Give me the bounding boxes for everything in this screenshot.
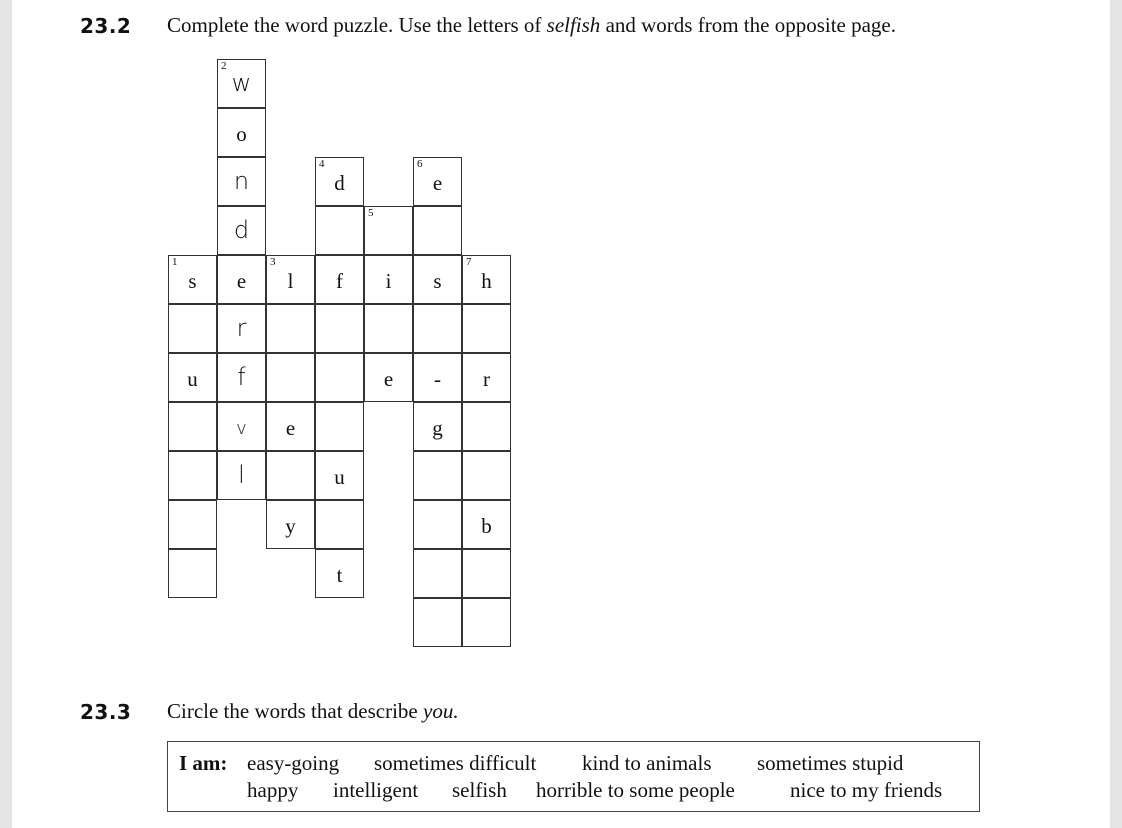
crossword-cell[interactable] (168, 500, 217, 549)
word-option[interactable]: nice to my friends (790, 778, 943, 802)
handwritten-letter: d (233, 216, 250, 244)
exercise-instruction-23-3 (167, 699, 459, 724)
printed-letter: f (336, 269, 343, 293)
crossword-cell[interactable] (462, 304, 511, 353)
crossword-cell[interactable] (266, 255, 315, 304)
clue-number: 2 (221, 60, 227, 72)
crossword-cell[interactable] (168, 304, 217, 353)
printed-letter: e (285, 416, 296, 440)
crossword-cell[interactable] (168, 353, 217, 402)
printed-letter: g (432, 416, 443, 440)
crossword-cell[interactable] (462, 549, 511, 598)
printed-letter: i (385, 269, 392, 293)
crossword-cell[interactable] (266, 402, 315, 451)
clue-number: 5 (368, 207, 374, 219)
crossword-cell[interactable] (364, 206, 413, 255)
printed-letter: u (187, 367, 198, 391)
crossword-cell[interactable] (462, 598, 511, 647)
crossword-cell[interactable] (364, 353, 413, 402)
word-option[interactable]: horrible to some people (536, 778, 735, 802)
crossword-cell[interactable] (413, 500, 462, 549)
crossword-cell[interactable] (217, 304, 266, 353)
printed-letter: e (432, 171, 443, 195)
crossword-cell[interactable] (315, 206, 364, 255)
instruction-text-before: Complete the word puzzle. Use the letters of (167, 13, 547, 37)
crossword-cell[interactable] (168, 255, 217, 304)
printed-letter: y (285, 514, 296, 538)
word-option[interactable]: sometimes stupid (757, 751, 904, 775)
printed-letter: b (481, 514, 492, 538)
printed-letter: t (336, 563, 343, 587)
handwritten-letter: l (238, 461, 245, 489)
crossword-cell[interactable] (462, 402, 511, 451)
word-option[interactable]: intelligent (333, 778, 419, 802)
word-option[interactable]: kind to animals (582, 751, 712, 775)
crossword-cell[interactable] (217, 451, 266, 500)
crossword-cell[interactable] (462, 353, 511, 402)
instruction-italic-word: selfish (546, 13, 601, 37)
crossword-cell[interactable] (217, 206, 266, 255)
crossword-cell[interactable] (315, 500, 364, 549)
crossword-cell[interactable] (315, 255, 364, 304)
crossword-cell[interactable] (217, 157, 266, 206)
printed-letter: o (236, 122, 247, 146)
crossword-cell[interactable] (315, 304, 364, 353)
printed-letter: h (481, 269, 492, 293)
crossword-cell[interactable] (413, 304, 462, 353)
word-option[interactable]: selfish (452, 778, 507, 802)
printed-letter: l (287, 269, 294, 293)
word-option[interactable]: sometimes difficult (374, 751, 537, 775)
instruction-text-after: and words from the opposite page. (600, 13, 896, 37)
crossword-cell[interactable] (462, 451, 511, 500)
handwritten-letter: r (236, 314, 247, 342)
handwritten-letter: w (231, 69, 252, 97)
crossword-cell[interactable] (413, 549, 462, 598)
word-option[interactable]: easy-going (247, 751, 340, 775)
crossword-cell[interactable] (462, 500, 511, 549)
crossword-cell[interactable] (413, 206, 462, 255)
crossword-cell[interactable] (315, 549, 364, 598)
crossword-cell[interactable] (168, 451, 217, 500)
crossword-cell[interactable] (413, 451, 462, 500)
crossword-cell[interactable] (266, 500, 315, 549)
instruction-italic-you: you. (423, 699, 459, 723)
crossword-cell[interactable] (413, 255, 462, 304)
word-box-label: I am: (179, 751, 228, 775)
crossword-cell[interactable] (168, 402, 217, 451)
crossword-cell[interactable] (315, 353, 364, 402)
printed-letter: d (334, 171, 345, 195)
crossword-cell[interactable] (168, 549, 217, 598)
printed-letter: e (236, 269, 247, 293)
crossword-cell[interactable] (266, 353, 315, 402)
word-box (167, 741, 980, 812)
crossword-cell[interactable] (217, 108, 266, 157)
crossword-cell[interactable] (364, 304, 413, 353)
crossword-cell[interactable] (315, 402, 364, 451)
printed-letter: r (483, 367, 490, 391)
crossword-cell[interactable] (462, 255, 511, 304)
crossword-cell[interactable] (413, 598, 462, 647)
crossword-cell[interactable] (217, 255, 266, 304)
handwritten-letter: n (233, 167, 250, 195)
printed-letter: s (188, 269, 197, 293)
clue-number: 4 (319, 158, 325, 170)
clue-number: 3 (270, 256, 276, 268)
handwritten-letter: v (236, 418, 247, 439)
crossword-cell[interactable] (217, 353, 266, 402)
clue-number: 7 (466, 256, 472, 268)
printed-letter: s (433, 269, 442, 293)
exercise-number-23-2: 23.2 (80, 14, 132, 38)
clue-number: 1 (172, 256, 178, 268)
handwritten-letter: f (237, 363, 246, 391)
crossword-cell[interactable] (266, 304, 315, 353)
printed-letter: u (334, 465, 345, 489)
clue-number: 6 (417, 158, 423, 170)
crossword-cell[interactable] (413, 353, 462, 402)
exercise-number-23-3: 23.3 (80, 700, 132, 724)
crossword-cell[interactable] (217, 402, 266, 451)
crossword-cell[interactable] (315, 157, 364, 206)
crossword-cell[interactable] (217, 59, 266, 108)
word-option[interactable]: happy (247, 778, 299, 802)
printed-letter: e (383, 367, 394, 391)
printed-letter: - (434, 367, 441, 391)
instruction-text-before-233: Circle the words that describe (167, 699, 423, 723)
crossword-cell[interactable] (266, 451, 315, 500)
crossword-cell[interactable] (413, 157, 462, 206)
crossword-cell[interactable] (364, 255, 413, 304)
crossword-cell[interactable] (315, 451, 364, 500)
crossword-cell[interactable] (413, 402, 462, 451)
